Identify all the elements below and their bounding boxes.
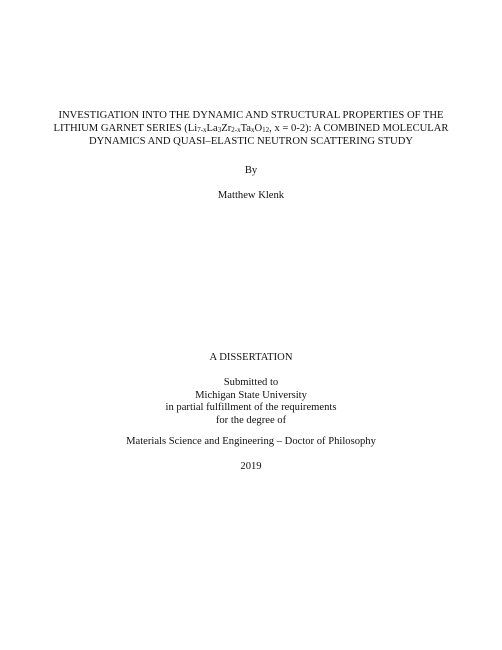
formula-element: Zr — [221, 122, 232, 134]
title-line-1: INVESTIGATION INTO THE DYNAMIC AND STRUCTURAL PROPERTIES OF THE — [58, 110, 444, 121]
by-label: By — [244, 165, 258, 176]
author-name: Matthew Klenk — [217, 190, 285, 201]
submission-line-3: in partial fulfillment of the requirements — [165, 402, 337, 414]
formula-element: Ta — [240, 122, 252, 134]
title-line-2-prefix: LITHIUM GARNET SERIES (Li — [53, 122, 198, 134]
year: 2019 — [240, 461, 262, 472]
formula-subscript: 12 — [262, 125, 270, 134]
formula-subscript: 2-x — [231, 125, 241, 134]
formula-subscript: 3 — [217, 125, 222, 134]
formula-subscript: x — [251, 125, 255, 134]
title-line-2-suffix: , x = 0-2): A COMBINED MOLECULAR — [269, 122, 449, 134]
formula-element: O — [254, 122, 263, 134]
title-line-3: DYNAMICS AND QUASI–ELASTIC NEUTRON SCATTERING STUDY — [89, 136, 413, 148]
formula-subscript: 7-x — [197, 125, 207, 134]
submission-line-1: Submitted to — [223, 377, 279, 388]
submission-line-4: for the degree of — [215, 414, 287, 426]
submission-statement — [0, 377, 502, 427]
title-line-2 — [0, 123, 502, 137]
document-type: A DISSERTATION — [209, 352, 293, 363]
degree-name: Materials Science and Engineering – Doctor of Philosophy — [126, 436, 376, 447]
dissertation-title — [0, 110, 502, 149]
formula-element: La — [206, 122, 218, 134]
submission-line-2: Michigan State University — [195, 389, 307, 401]
